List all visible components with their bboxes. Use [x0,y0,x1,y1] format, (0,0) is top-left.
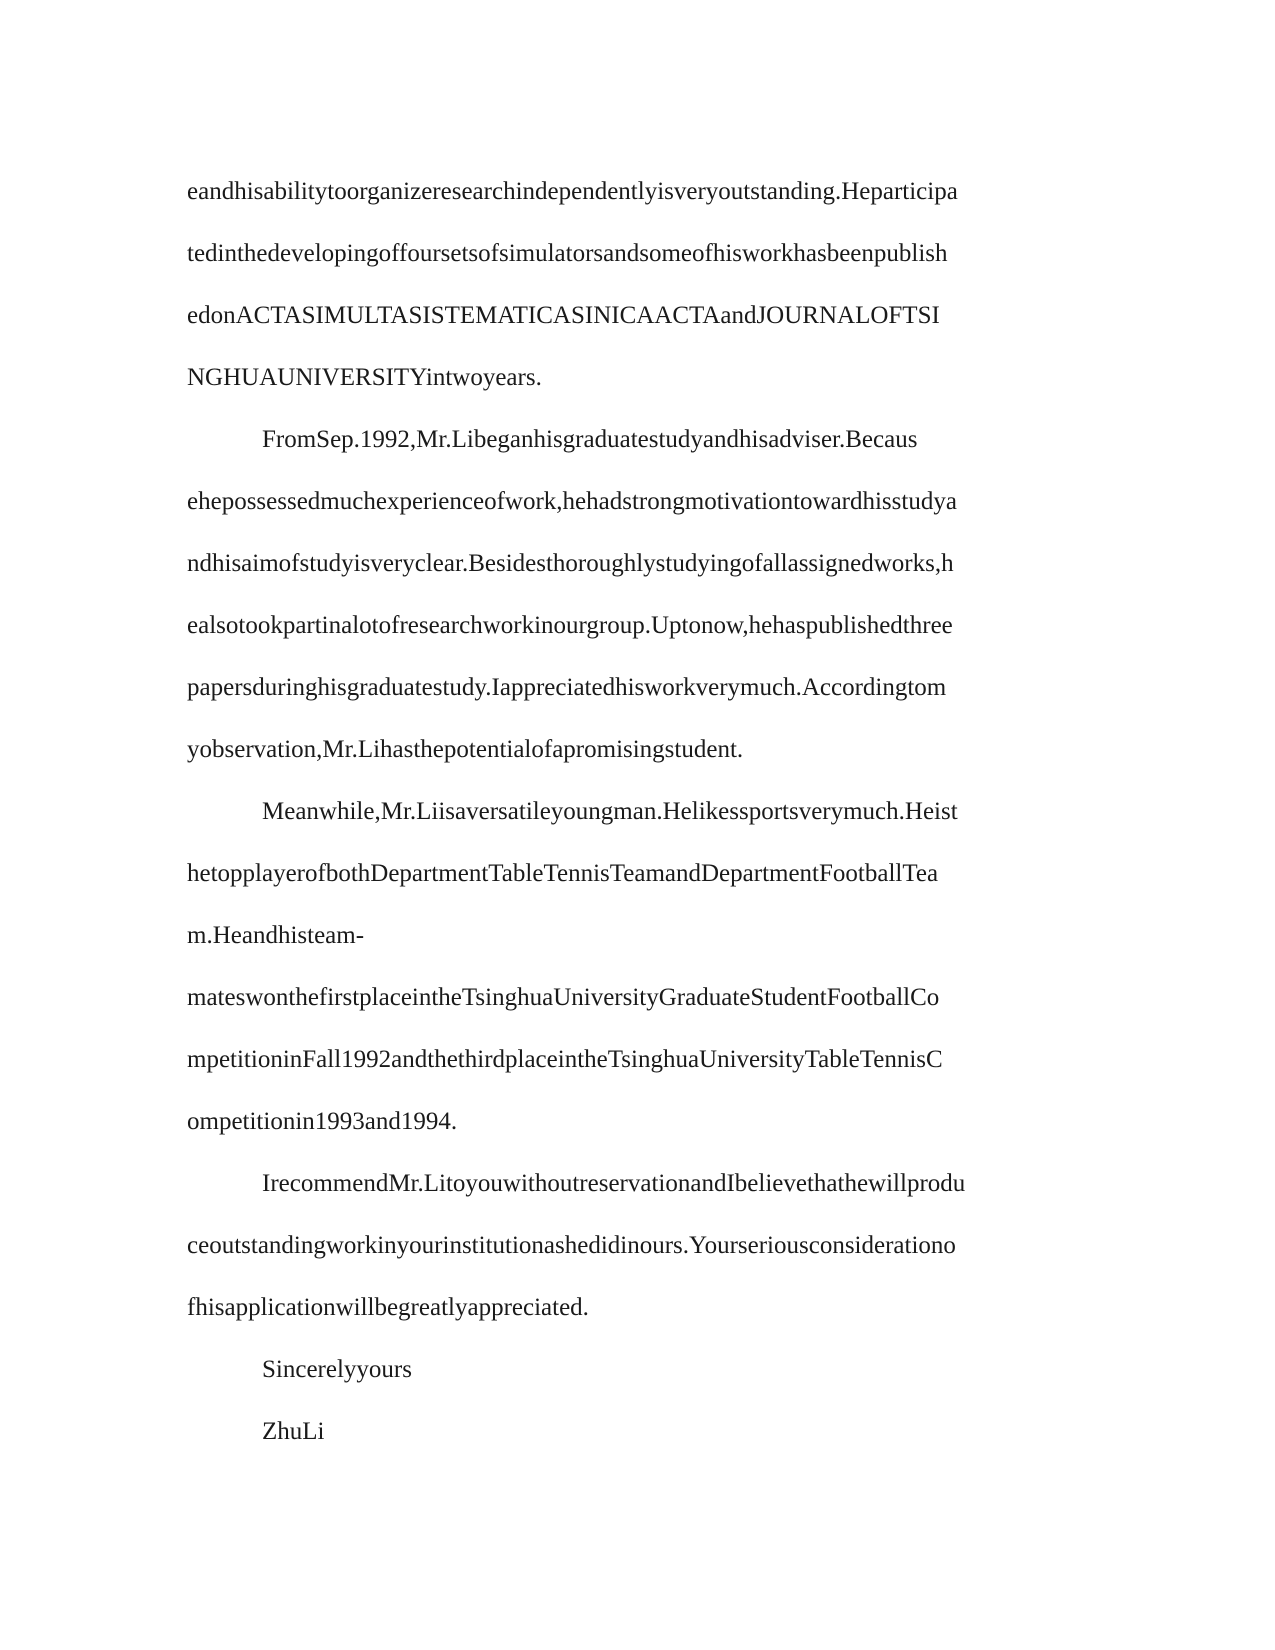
closing-line: Sincerelyyours [262,1356,412,1383]
text-line: eandhisabilitytoorganizeresearchindependentlyisveryoutstanding.Heparticipa [187,178,958,205]
text-line: ompetitionin1993and1994. [187,1108,458,1135]
text-line: ehepossessedmuchexperienceofwork,hehadstrongmotivationtowardhisstudya [187,488,957,515]
paragraph-start-line: Meanwhile,Mr.Liisaversatileyoungman.Helikessportsverymuch.Heist [262,798,958,825]
text-line: ceoutstandingworkinyourinstitutionashedidinours.Yourseriousconsiderationo [187,1232,956,1259]
paragraph-start-line: FromSep.1992,Mr.Libeganhisgraduatestudyandhisadviser.Becaus [262,426,918,453]
text-line: hetopplayerofbothDepartmentTableTennisTeamandDepartmentFootballTea [187,860,939,887]
text-line: yobservation,Mr.Lihasthepotentialofapromisingstudent. [187,736,744,763]
paragraph-start-line: IrecommendMr.LitoyouwithoutreservationandIbelievethathewillprodu [262,1170,966,1197]
text-line: fhisapplicationwillbegreatlyappreciated. [187,1294,589,1321]
text-line: m.Heandhisteam- [187,922,365,949]
text-line: mpetitioninFall1992andthethirdplaceintheTsinghuaUniversityTableTennisC [187,1046,943,1073]
text-line: tedinthedevelopingoffoursetsofsimulatorsandsomeofhisworkhasbeenpublish [187,240,948,267]
text-line: edonACTASIMULTASISTEMATICASINICAACTAandJOURNALOFTSI [187,302,940,329]
signature-name: ZhuLi [262,1418,325,1445]
text-line: papersduringhisgraduatestudy.Iappreciatedhisworkverymuch.Accordingtom [187,674,947,701]
text-line: mateswonthefirstplaceintheTsinghuaUniversityGraduateStudentFootballCo [187,984,940,1011]
text-line: ealsotookpartinalotofresearchworkinourgroup.Uptonow,hehaspublishedthree [187,612,953,639]
letter-body [187,161,1087,1463]
text-line: NGHUAUNIVERSITYintwoyears. [187,364,542,391]
text-line: ndhisaimofstudyisveryclear.Besidesthoroughlystudyingofallassignedworks,h [187,550,954,577]
